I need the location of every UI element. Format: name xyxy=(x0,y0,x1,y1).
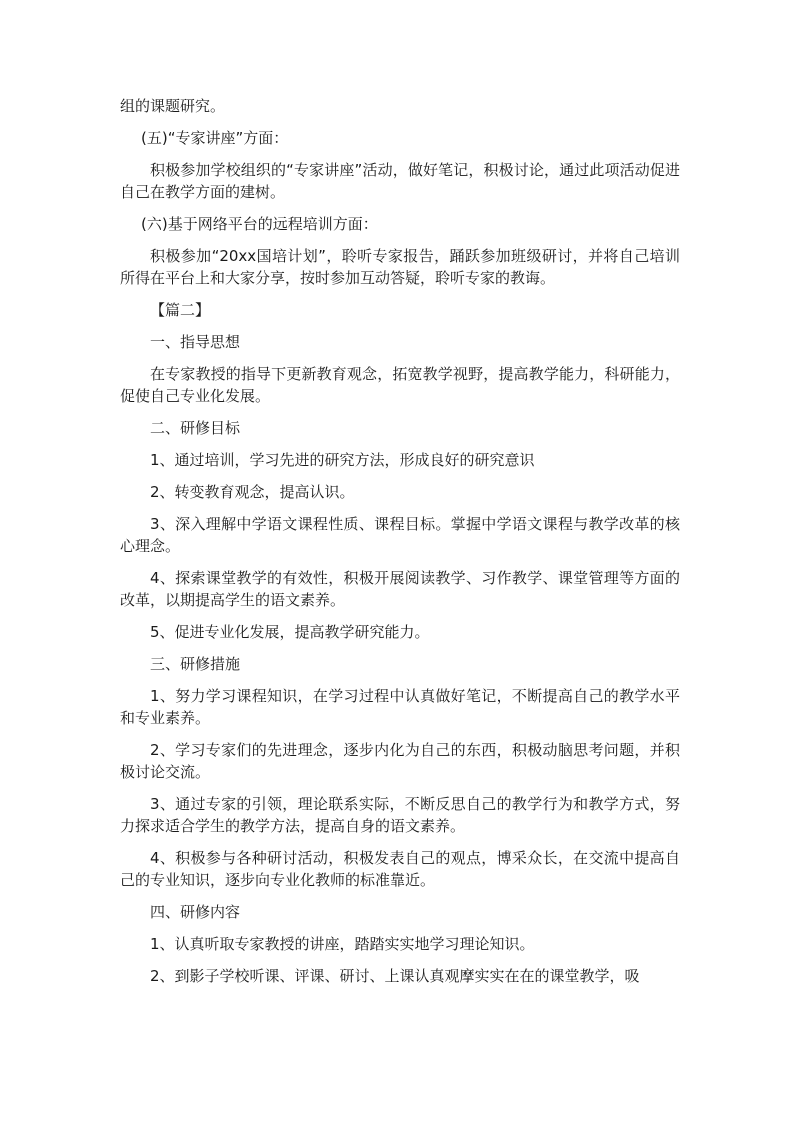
section-title-part-two: 【篇二】 xyxy=(150,301,211,319)
heading-training-goals: 二、研修目标 xyxy=(150,419,241,437)
goal-item-2: 2、转变教育观念，提高认识。 xyxy=(150,483,355,501)
subheading-expert-lectures: (五)“专家讲座”方面： xyxy=(141,129,289,147)
goal-item-4: 4、探索课堂教学的有效性，积极开展阅读教学、习作教学、课堂管理等方面的改革，以期提高学生的语文素养。 xyxy=(120,569,680,609)
measure-item-2: 2、学习专家们的先进理念，逐步内化为自己的东西，积极动脑思考问题，并积极讨论交流。 xyxy=(120,741,680,781)
goal-item-3: 3、深入理解中学语文课程性质、课程目标。掌握中学语文课程与教学改革的核心理念。 xyxy=(120,515,680,555)
paragraph-remote-training: 积极参加“20xx国培计划”，聆听专家报告，踊跃参加班级研讨，并将自己培训所得在平台上和大家分享，按时参加互动答疑，聆听专家的教诲。 xyxy=(120,247,680,287)
subheading-remote-training: (六)基于网络平台的远程培训方面： xyxy=(141,215,378,233)
goal-item-5: 5、促进专业化发展，提高教学研究能力。 xyxy=(150,623,430,641)
document-body xyxy=(120,95,680,997)
goal-item-1: 1、通过培训，学习先进的研究方法，形成良好的研究意识 xyxy=(150,451,535,469)
paragraph-continuation: 组的课题研究。 xyxy=(120,97,226,115)
measure-item-4: 4、积极参与各种研讨活动，积极发表自己的观点，博采众长，在交流中提高自己的专业知识，逐步向专业化教师的标准靠近。 xyxy=(120,849,680,889)
heading-training-measures: 三、研修措施 xyxy=(150,655,241,673)
content-item-2: 2、到影子学校听课、评课、研讨、上课认真观摩实实在在的课堂教学，吸 xyxy=(150,967,640,985)
heading-training-content: 四、研修内容 xyxy=(150,903,241,921)
paragraph-expert-lectures: 积极参加学校组织的“专家讲座”活动，做好笔记，积极讨论，通过此项活动促进自己在教学方面的建树。 xyxy=(120,161,680,201)
content-item-1: 1、认真听取专家教授的讲座，踏踏实实地学习理论知识。 xyxy=(150,935,535,953)
heading-guiding-ideology: 一、指导思想 xyxy=(150,333,241,351)
paragraph-guiding-ideology: 在专家教授的指导下更新教育观念，拓宽教学视野，提高教学能力，科研能力，促使自己专业化发展。 xyxy=(120,365,680,405)
measure-item-3: 3、通过专家的引领，理论联系实际，不断反思自己的教学行为和教学方式，努力探求适合学生的教学方法，提高自身的语文素养。 xyxy=(120,795,680,835)
measure-item-1: 1、努力学习课程知识，在学习过程中认真做好笔记，不断提高自己的教学水平和专业素养。 xyxy=(120,687,680,727)
